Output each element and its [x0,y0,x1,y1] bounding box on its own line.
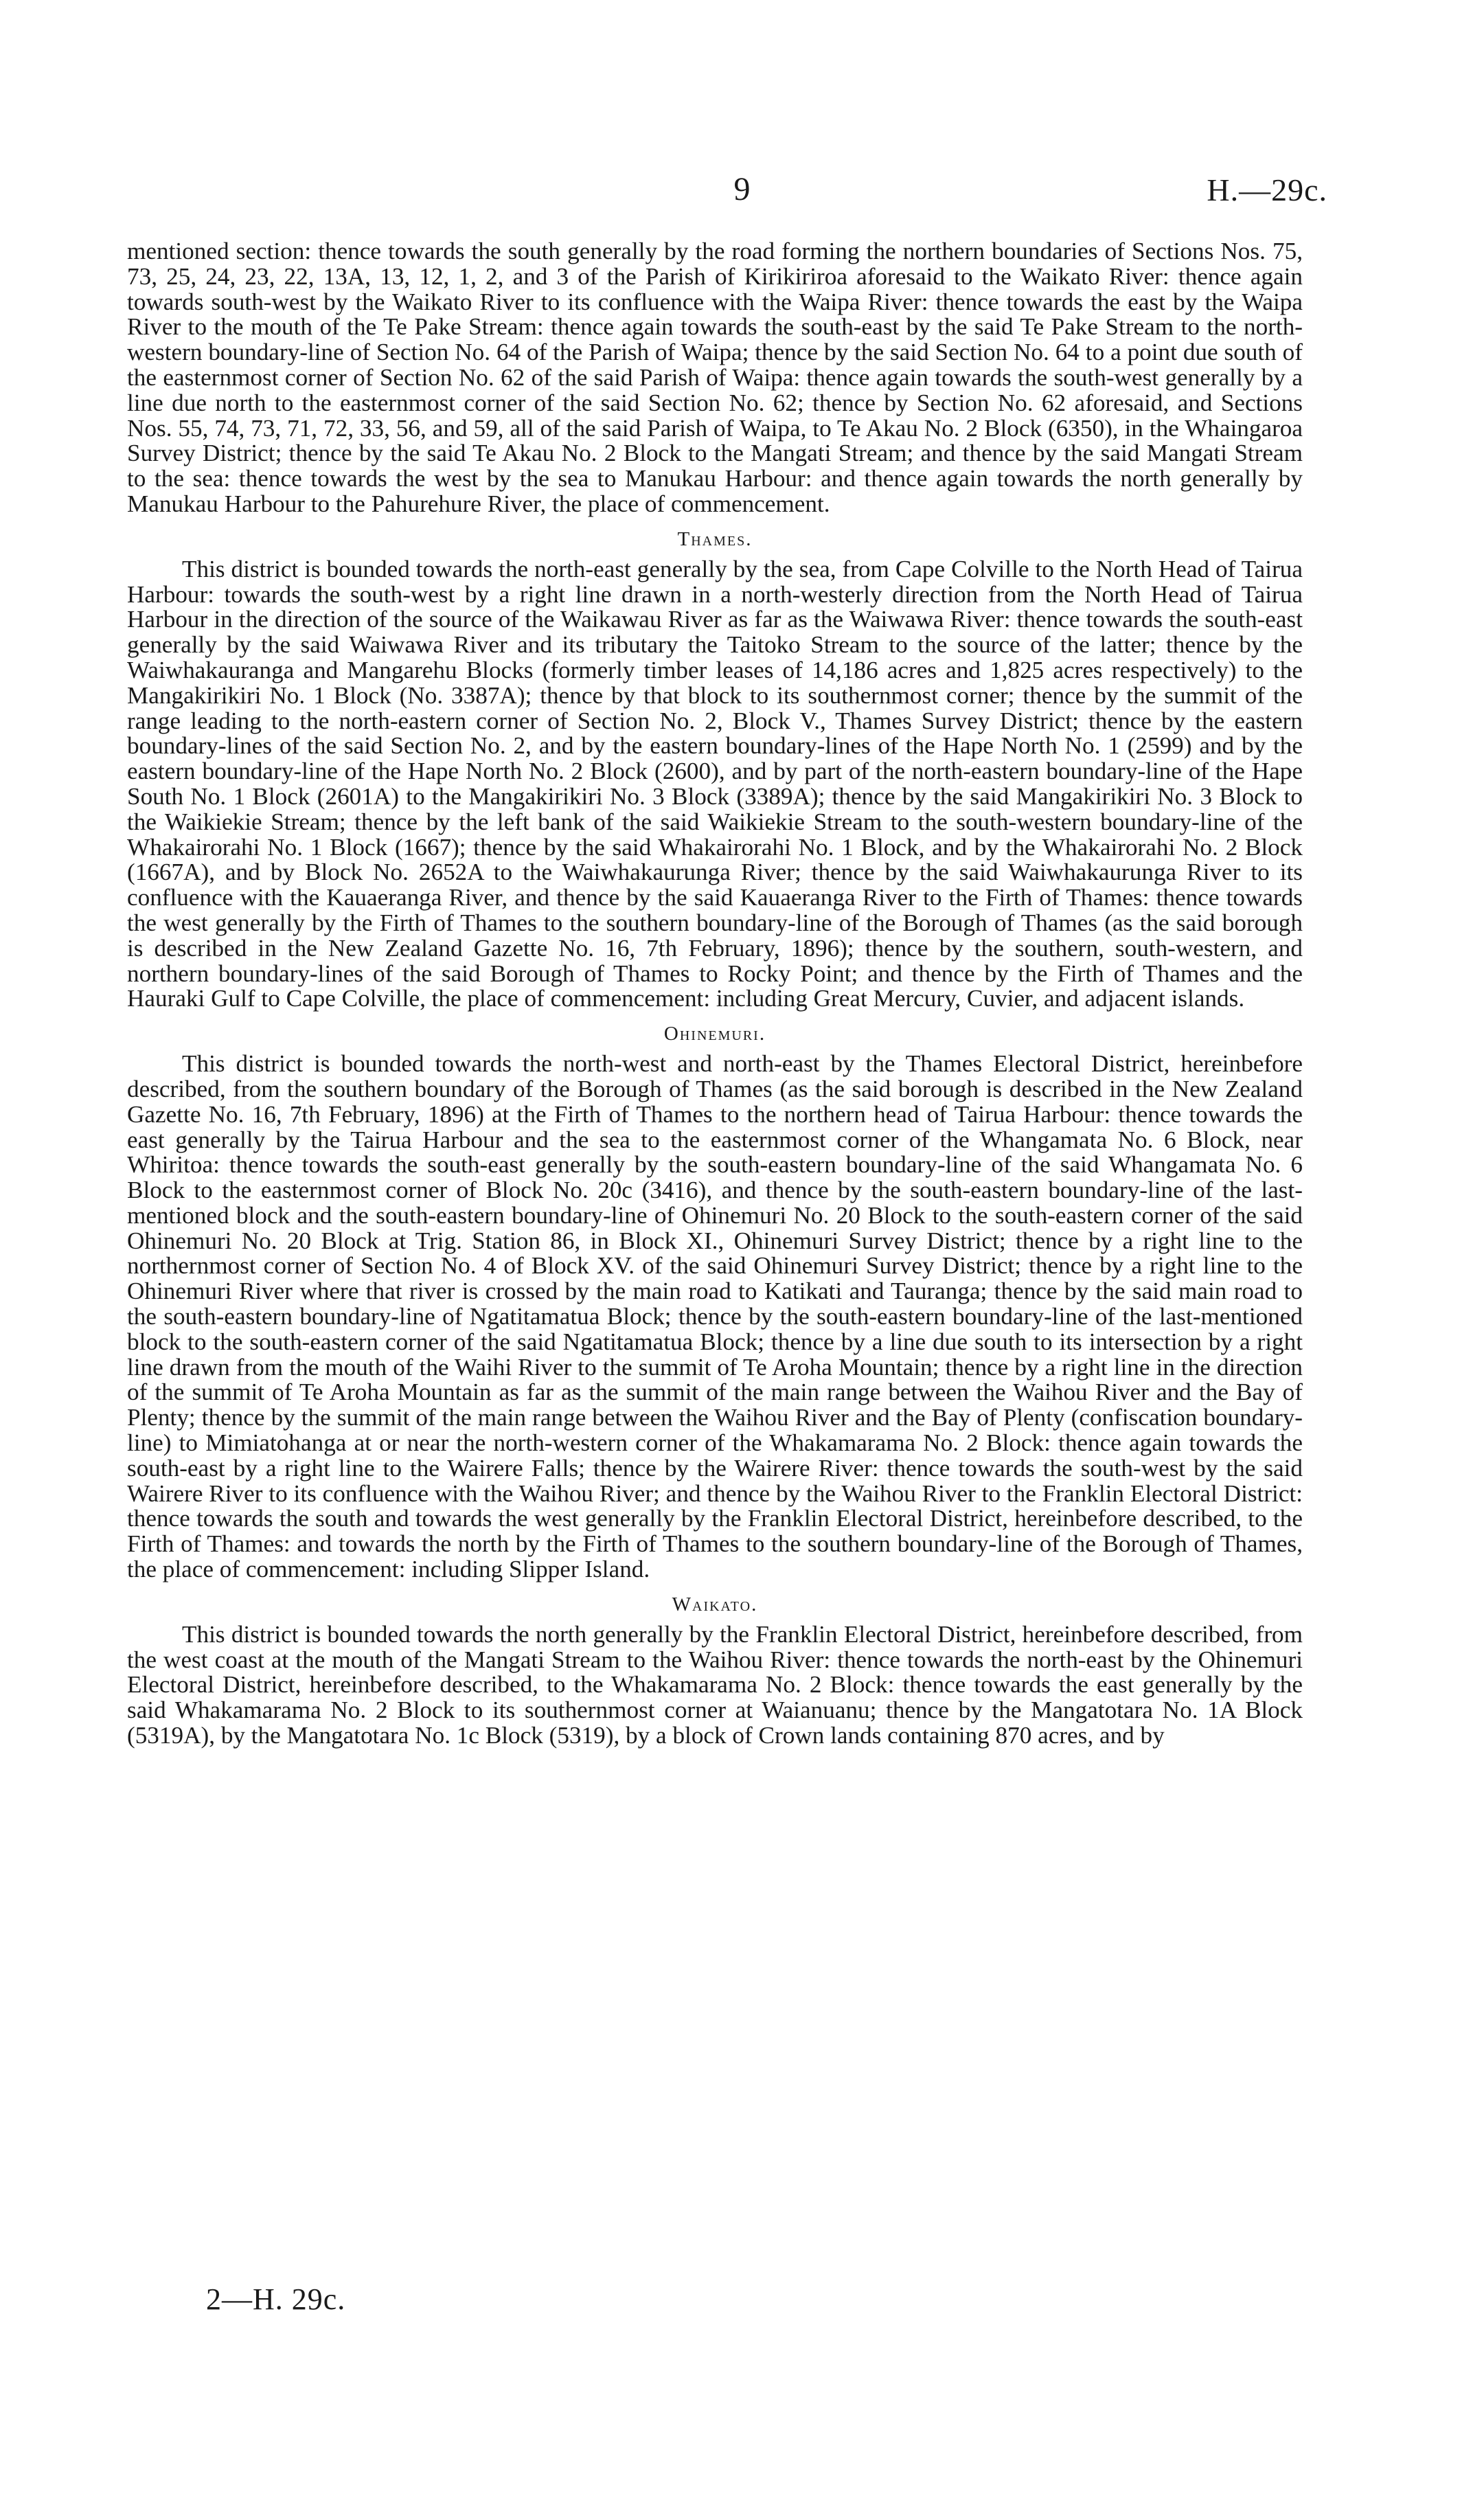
paragraph-continuation: mentioned section: thence towards the south generally by the road forming the northern boundaries of Sections Nos. 75, 73, 25, 24, 23, 22, 13A, 13, 12, 1, 2, and 3 of the Parish of Kirikiriroa aforesaid to the Waikato River: thence again towards south-west by the Waikato River to its confluence with the Waipa River: thence towards the east by the Waipa River to the mouth of the Te Pake Stream: thence again towards the south-east by the said Te Pake Stream to the north-western boundary-line of Section No. 64 of the Parish of Waipa; thence by the said Section No. 64 to a point due south of the easternmost corner of Section No. 62 of the said Parish of Waipa: thence again towards the south-west generally by a line due north to the easternmost corner of the said Section No. 62; thence by Section No. 62 aforesaid, and Sections Nos. 55, 74, 73, 71, 72, 33, 56, and 59, all of the said Parish of Waipa, to Te Akau No. 2 Block (6350), in the Whaingaroa Survey District; thence by the said Te Akau No. 2 Block to the Mangati Stream; and thence by the said Mangati Stream to the sea: thence towards the west by the sea to Manukau Harbour: and thence again towards the north generally by Manukau Harbour to the Pahurehure River, the place of commencement. [127,238,1303,517]
document-body [127,239,1303,1749]
document-reference: H.—29c. [1207,172,1327,207]
section-heading-waikato: Waikato. [672,1593,758,1615]
section-heading-thames: Thames. [677,528,753,550]
footer-signature: 2—H. 29c. [206,2282,346,2316]
paragraph-waikato: This district is bounded towards the north generally by the Franklin Electoral District, hereinbefore described, from the west coast at the mouth of the Mangati Stream to the Waihou River: thence towards the north-east by the Ohinemuri Electoral District, hereinbefore described, to the Whakamarama No. 2 Block: thence towards the east generally by the said Whakamarama No. 2 Block to its southernmost corner at Waianuanu; thence by the Mangatotara No. 1A Block (5319A), by the Mangatotara No. 1c Block (5319), by a block of Crown lands containing 870 acres, and by [127,1620,1303,1749]
page-number: 9 [733,171,751,207]
paragraph-ohinemuri: This district is bounded towards the north-west and north-east by the Thames Electoral District, hereinbefore described, from the southern boundary of the Borough of Thames (as the said borough is described in the New Zealand Gazette No. 16, 7th February, 1896) at the Firth of Thames to the northern head of Tairua Harbour: thence towards the east generally by the Tairua Harbour and the sea to the easternmost corner of the Whangamata No. 6 Block, near Whiritoa: thence towards the south-east generally by the south-eastern boundary-line of the said Whangamata No. 6 Block to the easternmost corner of Block No. 20c (3416), and thence by the south-eastern boundary-line of the last-mentioned block and the south-eastern boundary-line of Ohinemuri No. 20 Block to the south-eastern corner of the said Ohinemuri No. 20 Block at Trig. Station 86, in Block XI., Ohinemuri Survey District; thence by a right line to the northernmost corner of Section No. 4 of Block XV. of the said Ohinemuri Survey District; thence by a right line to the Ohinemuri River where that river is crossed by the main road to Katikati and Tauranga; thence by the said main road to the south-eastern boundary-line of Ngatitamatua Block; thence by the south-eastern boundary-line of the last-mentioned block to the south-eastern corner of the said Ngatitamatua Block; thence by a line due south to its intersection by a right line drawn from the mouth of the Waihi River to the summit of Te Aroha Mountain; thence by a right line in the direction of the summit of Te Aroha Mountain as far as the summit of the main range between the Waihou River and the Bay of Plenty; thence by the summit of the main range between the Waihou River and the Bay of Plenty (confiscation boundary-line) to Mimiatohanga at or near the north-western corner of the Whakamarama No. 2 Block: thence again towards the south-east by a right line to the Wairere Falls; thence by the Wairere River: thence towards the south-west by the said Wairere River to its confluence with the Waihou River; and thence by the Waihou River to the Franklin Electoral District: thence towards the south and towards the west generally by the Franklin Electoral District, hereinbefore described, to the Firth of Thames: and towards the north by the Firth of Thames to the southern boundary-line of the Borough of Thames, the place of commencement: including Slipper Island. [127,1050,1303,1583]
paragraph-thames: This district is bounded towards the north-east generally by the sea, from Cape Colville to the North Head of Tairua Harbour: towards the south-west by a right line drawn in a north-westerly direction from the North Head of Tairua Harbour in the direction of the source of the Waikawau River as far as the Waiwawa River: thence towards the south-east generally by the said Waiwawa River and its tributary the Taitoko Stream to the source of the latter; thence by the Waiwhakauranga and Mangarehu Blocks (formerly timber leases of 14,186 acres and 1,825 acres respectively) to the Mangakirikiri No. 1 Block (No. 3387A); thence by that block to its southernmost corner; thence by the summit of the range leading to the north-eastern corner of Section No. 2, Block V., Thames Survey District; thence by the eastern boundary-lines of the said Section No. 2, and by the eastern boundary-lines of the Hape North No. 1 (2599) and by the eastern boundary-line of the Hape North No. 2 Block (2600), and by part of the north-eastern boundary-line of the Hape South No. 1 Block (2601A) to the Mangakirikiri No. 3 Block (3389A); thence by the said Mangakirikiri No. 3 Block to the Waikiekie Stream; thence by the left bank of the said Waikiekie Stream to the south-western boundary-line of the Whakairorahi No. 1 Block (1667); thence by the said Whakairorahi No. 1 Block, and by the Whakairorahi No. 2 Block (1667A), and by Block No. 2652A to the Waiwhakaurunga River; thence by the said Waiwhakaurunga River to its confluence with the Kauaeranga River, and thence by the said Kauaeranga River to the Firth of Thames: thence towards the west generally by the Firth of Thames to the southern boundary-line of the Borough of Thames (as the said borough is described in the New Zealand Gazette No. 16, 7th February, 1896); thence by the southern, south-western, and northern boundary-lines of the said Borough of Thames to Rocky Point; and thence by the Firth of Thames and the Hauraki Gulf to Cape Colville, the place of commencement: including Great Mercury, Cuvier, and adjacent islands. [127,555,1303,1012]
section-heading-ohinemuri: Ohinemuri. [663,1023,766,1045]
